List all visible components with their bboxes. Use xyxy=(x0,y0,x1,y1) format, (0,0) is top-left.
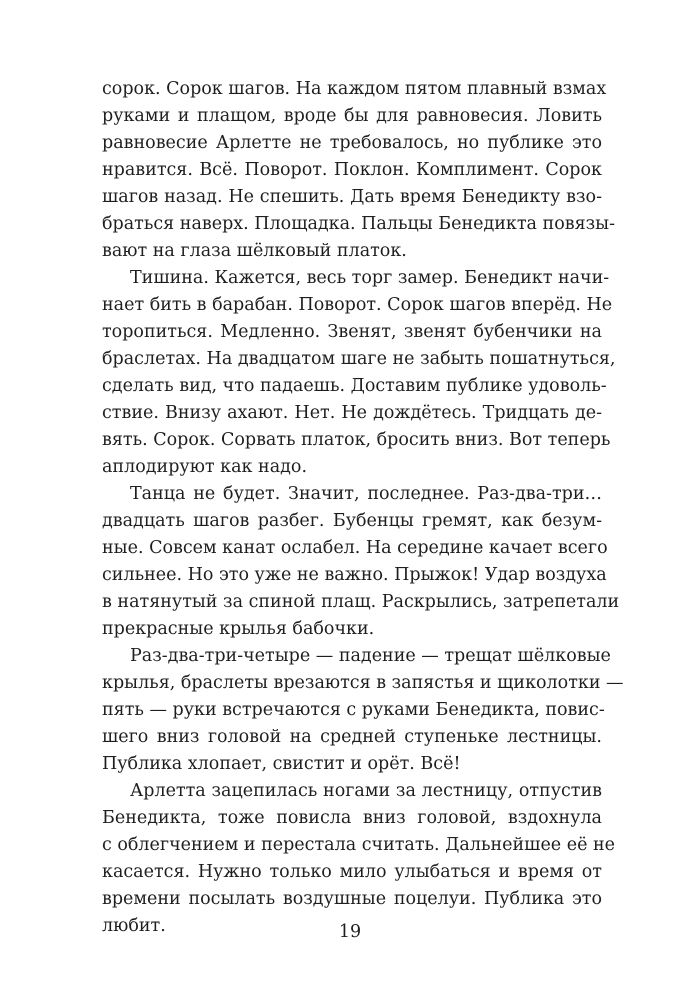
text-line: равновесие Арлетте не требовалось, но публике это xyxy=(102,133,602,153)
text-line: времени посылать воздушные поцелуи. Публика это xyxy=(102,889,602,909)
paragraph xyxy=(102,76,616,265)
text-line: вают на глаза шёлковый платок. xyxy=(102,241,407,261)
text-line: торопиться. Медленно. Звенят, звенят бубенчики на xyxy=(102,322,602,342)
text-line: нает бить в барабан. Поворот. Сорок шагов вперёд. Не xyxy=(102,295,613,315)
text-line: крылья, браслеты врезаются в запястья и щиколотки — xyxy=(102,673,624,693)
text-line: нравится. Всё. Поворот. Поклон. Комплимент. Сорок xyxy=(102,160,602,180)
book-page-text xyxy=(102,76,624,940)
text-line: Арлетта зацепилась ногами за лестницу, отпустив xyxy=(130,781,602,801)
text-line: шагов назад. Не спешить. Дать время Бенедикту взо- xyxy=(102,187,602,207)
text-line: Танца не будет. Значит, последнее. Раз-два-три… xyxy=(130,484,602,504)
text-line: Тишина. Кажется, весь торг замер. Бенедикт начи- xyxy=(130,268,610,288)
text-line: браться наверх. Площадка. Пальцы Бенедикта повязы- xyxy=(102,214,616,234)
text-line: сильнее. Но это уже не важно. Прыжок! Удар воздуха xyxy=(102,565,607,585)
text-line: руками и плащом, вроде бы для равновесия. Ловить xyxy=(102,106,602,126)
text-line: сорок. Сорок шагов. На каждом пятом плавный взмах xyxy=(102,79,607,99)
text-line: с облегчением и перестала считать. Дальнейшее её не xyxy=(102,835,616,855)
text-line: ствие. Внизу ахают. Нет. Не дождётесь. Тридцать де- xyxy=(102,403,602,423)
text-line: в натянутый за спиной плащ. Раскрылись, затрепетали xyxy=(102,592,620,612)
text-line: ные. Совсем канат ослабел. На середине качает всего xyxy=(102,538,608,558)
paragraph xyxy=(102,778,616,940)
text-line: аплодируют как надо. xyxy=(102,457,308,477)
text-line: Публика хлопает, свистит и орёт. Всё! xyxy=(102,754,461,774)
text-line: Бенедикта, тоже повисла вниз головой, вздохнула xyxy=(102,808,602,828)
text-line: пять — руки встречаются с руками Бенедикта, повис- xyxy=(102,700,605,720)
text-line: Раз-два-три-четыре — падение — трещат шёлковые xyxy=(130,646,611,666)
page-number: 19 xyxy=(338,922,362,942)
paragraph xyxy=(102,643,624,778)
text-line: двадцать шагов разбег. Бубенцы гремят, как безум- xyxy=(102,511,602,531)
paragraph xyxy=(102,481,620,643)
text-line: браслетах. На двадцатом шаге не забыть пошатнуться, xyxy=(102,349,616,369)
text-line: шего вниз головой на средней ступеньке лестницы. xyxy=(102,727,602,747)
text-line: сделать вид, что падаешь. Доставим публике удоволь- xyxy=(102,376,607,396)
text-line: вять. Сорок. Сорвать платок, бросить вниз. Вот теперь xyxy=(102,430,611,450)
text-line: прекрасные крылья бабочки. xyxy=(102,619,375,639)
text-line: касается. Нужно только мило улыбаться и время от xyxy=(102,862,602,882)
text-line: любит. xyxy=(102,916,166,936)
paragraph xyxy=(102,265,616,481)
